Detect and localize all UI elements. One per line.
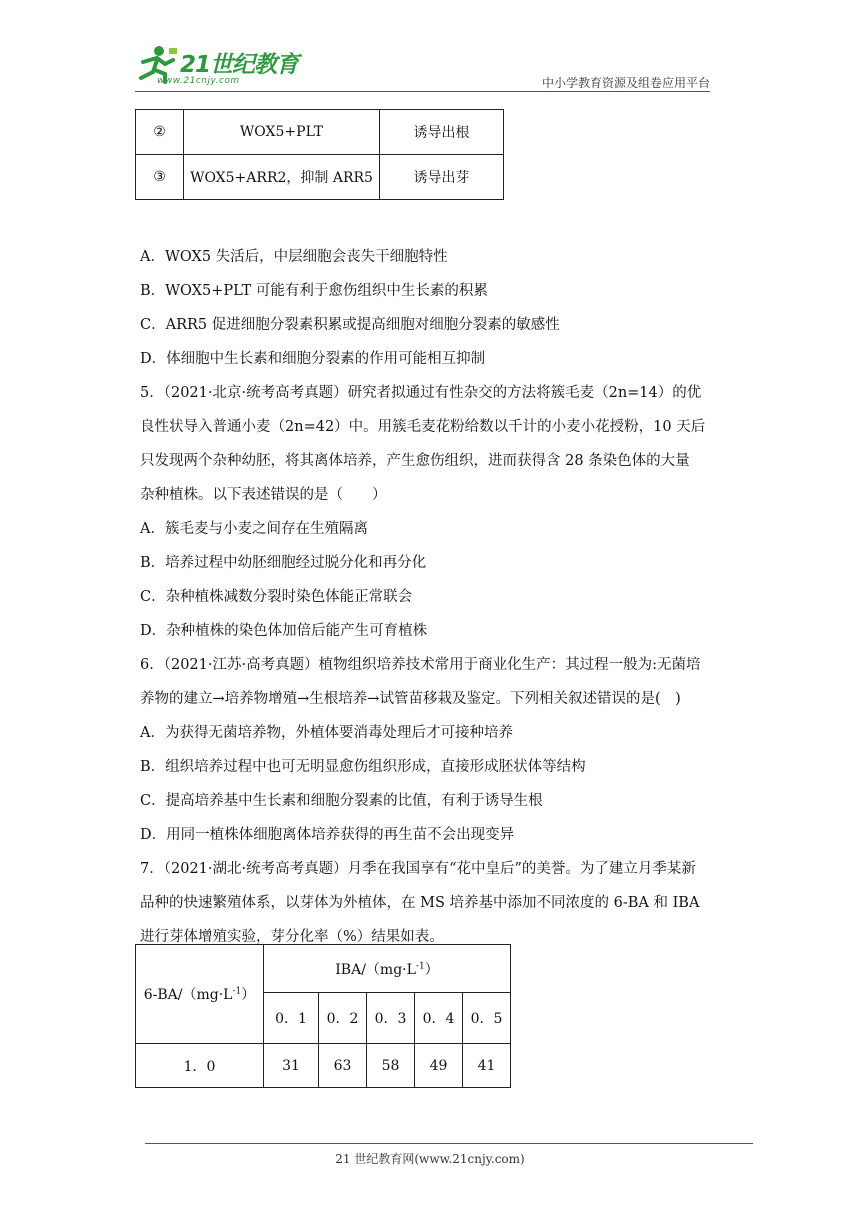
q6-stem-line: 6．（2021·江苏·高考真题）植物组织培养技术常用于商业化生产：其过程一般为:无菌培 [140,657,701,673]
q5-stem-line: 5．（2021·北京·统考高考真题）研究者拟通过有性杂交的方法将簇毛麦（2n=14）的优 [140,385,702,401]
q6-option-c: C．提高培养基中生长素和细胞分裂素的比值，有利于诱导生根 [140,793,543,809]
q4-option-b: B．WOX5+PLT 可能有利于愈伤组织中生长素的积累 [140,283,488,299]
table-cell-result: 诱导出根 [380,110,504,155]
q7-stem-line: 进行芽体增殖实验，芽分化率（%）结果如表。 [140,929,444,945]
logo-url: www.21cnjy.com [157,76,240,86]
q5-option-a: A．簇毛麦与小麦之间存在生殖隔离 [140,521,368,537]
q4-option-d: D．体细胞中生长素和细胞分裂素的作用可能相互抑制 [140,351,486,367]
site-logo[interactable] [135,40,315,96]
rate-cell: 41 [463,1044,511,1088]
table-cell-num: ② [136,110,184,155]
table-cell-result: 诱导出芽 [380,155,504,200]
q7-stem-line: 7．（2021·湖北·统考高考真题）月季在我国享有“花中皇后”的美誉。为了建立月季某新 [140,861,696,877]
footer-divider [145,1143,753,1144]
footer-text[interactable]: 21 世纪教育网(www.21cnjy.com) [335,1152,525,1166]
iba-value-cell: 0．1 [264,993,319,1044]
ba-value-cell: 1．0 [136,1044,264,1088]
q6-option-d: D．用同一植株体细胞离体培养获得的再生苗不会出现变异 [140,827,515,843]
rate-cell: 63 [319,1044,367,1088]
row-header-tail: ） [241,987,256,1003]
table-row [136,1044,511,1088]
table-header-row [136,945,511,993]
header-divider [135,91,710,92]
q5-stem-line: 良性状导入普通小麦（2n=42）中。用簇毛麦花粉给数以千计的小麦小花授粉，10 天后 [140,419,706,435]
q6-stem-line: 养物的建立→培养物增殖→生根培养→试管苗移栽及鉴定。下列相关叙述错误的是( ) [140,691,681,707]
q6-option-a: A．为获得无菌培养物，外植体要消毒处理后才可接种培养 [140,725,513,741]
rate-cell: 49 [415,1044,463,1088]
table-cell-treatment: WOX5+PLT [184,110,380,155]
q4-option-c: C．ARR5 促进细胞分裂素积累或提高细胞对细胞分裂素的敏感性 [140,317,560,333]
col-header-sup: -1 [415,960,425,971]
rate-cell: 58 [367,1044,415,1088]
col-header-label: IBA/（mg·L [335,961,416,978]
question-content [140,240,720,954]
table-cell-treatment: WOX5+ARR2，抑制 ARR5 [184,155,380,200]
header-platform-text: 中小学教育资源及组卷应用平台 [541,76,710,90]
q5-option-d: D．杂种植株的染色体加倍后能产生可育植株 [140,623,428,639]
q4-option-a: A．WOX5 失活后，中层细胞会丧失干细胞特性 [140,249,448,265]
iba-value-cell: 0．5 [463,993,511,1044]
q5-option-c: C．杂种植株减数分裂时染色体能正常联会 [140,589,413,605]
iba-value-cell: 0．4 [415,993,463,1044]
logo-text: 21世纪教育 [180,52,299,78]
bud-differentiation-table [135,944,511,1088]
treatment-table [135,109,504,200]
iba-value-cell: 0．3 [367,993,415,1044]
table-row [136,110,504,155]
row-header-label: 6-BA/（mg·L [143,987,233,1003]
col-header-cell [264,945,511,993]
rate-cell: 31 [264,1044,319,1088]
q7-stem-line: 品种的快速繁殖体系，以芽体为外植体，在 MS 培养基中添加不同浓度的 6-BA 和 IBA [140,895,700,911]
q5-stem-line: 只发现两个杂种幼胚，将其离体培养，产生愈伤组织，进而获得含 28 条染色体的大量 [140,453,690,469]
q6-option-b: B．组织培养过程中也可无明显愈伤组织形成，直接形成胚状体等结构 [140,759,586,775]
col-header-tail: ） [424,961,439,978]
iba-value-cell: 0．2 [319,993,367,1044]
row-header-sup: -1 [232,986,242,997]
table-row [136,155,504,200]
q5-option-b: B．培养过程中幼胚细胞经过脱分化和再分化 [140,555,427,571]
table-cell-num: ③ [136,155,184,200]
q5-stem-line: 杂种植株。以下表述错误的是（ ） [140,487,387,503]
row-header-cell [136,945,264,1044]
page-header [0,0,860,100]
